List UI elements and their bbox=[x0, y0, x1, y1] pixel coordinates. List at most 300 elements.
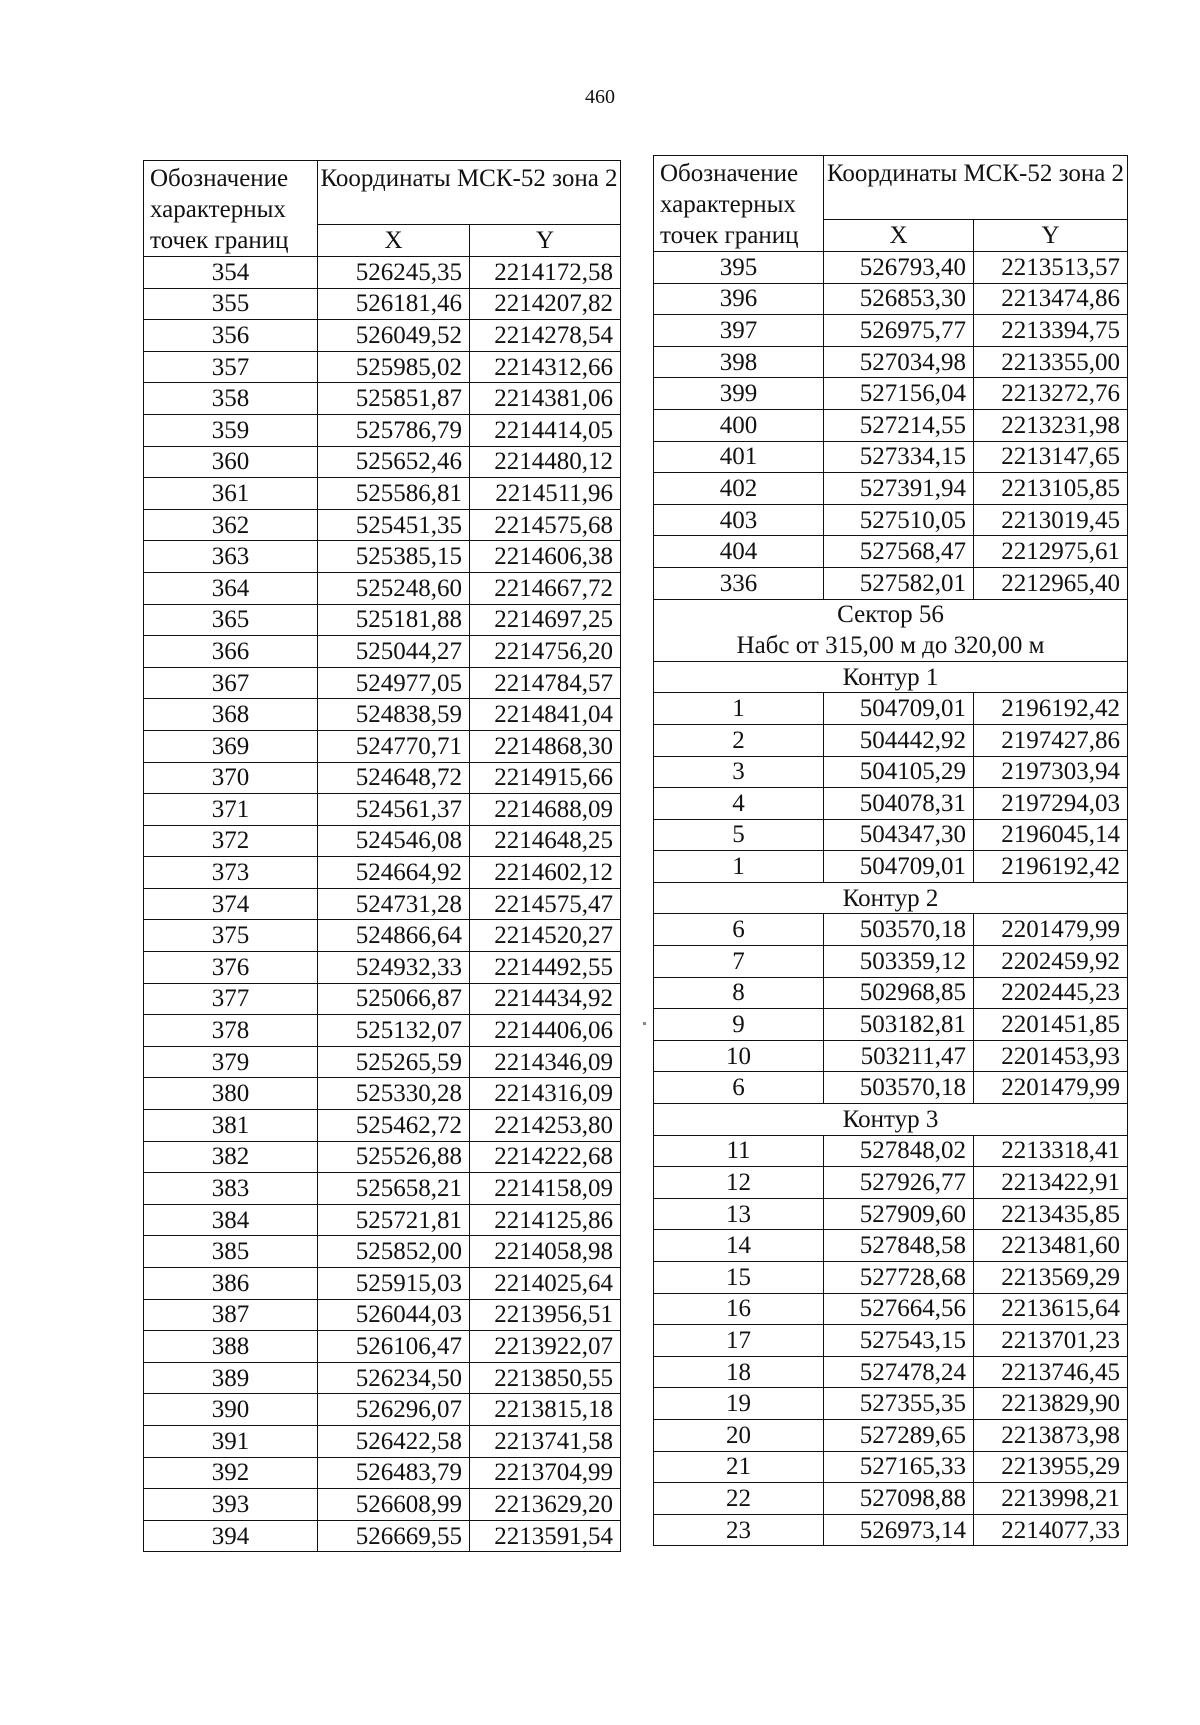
x-coordinate: 526973,14 bbox=[824, 1514, 974, 1546]
x-coordinate: 527391,94 bbox=[824, 473, 974, 505]
y-coordinate: 2213105,85 bbox=[974, 473, 1128, 505]
point-label-header: Обозначение характерных точек границ bbox=[144, 161, 318, 257]
y-coordinate: 2213998,21 bbox=[974, 1483, 1128, 1515]
y-coordinate: 2213394,75 bbox=[974, 315, 1128, 347]
x-coordinate: 525385,15 bbox=[318, 541, 470, 573]
table-row bbox=[144, 1204, 621, 1236]
point-id: 22 bbox=[654, 1483, 824, 1515]
x-coordinate: 524561,37 bbox=[318, 794, 470, 826]
x-coordinate: 526181,46 bbox=[318, 288, 470, 320]
x-coordinate: 525451,35 bbox=[318, 509, 470, 541]
coords-title-header: Координаты МСК-52 зона 2 bbox=[318, 161, 621, 225]
table-row bbox=[144, 1299, 621, 1331]
point-id: 1 bbox=[654, 693, 824, 725]
point-id: 3 bbox=[654, 756, 824, 788]
x-coordinate: 527289,65 bbox=[824, 1419, 974, 1451]
table-row bbox=[654, 946, 1128, 978]
point-id: 360 bbox=[144, 446, 318, 478]
point-id: 371 bbox=[144, 794, 318, 826]
point-id: 394 bbox=[144, 1520, 318, 1552]
x-coordinate: 525181,88 bbox=[318, 604, 470, 636]
point-id: 11 bbox=[654, 1135, 824, 1167]
point-id: 364 bbox=[144, 572, 318, 604]
table-row bbox=[144, 1236, 621, 1268]
x-coordinate: 525721,81 bbox=[318, 1204, 470, 1236]
x-coordinate: 525265,59 bbox=[318, 1046, 470, 1078]
table-row bbox=[654, 1388, 1128, 1420]
x-coordinate: 527909,60 bbox=[824, 1198, 974, 1230]
x-coordinate: 525658,21 bbox=[318, 1173, 470, 1205]
table-row bbox=[144, 857, 621, 889]
coordinates-rows-right bbox=[654, 252, 1128, 1546]
x-coordinate: 527034,98 bbox=[824, 346, 974, 378]
x-coordinate: 503570,18 bbox=[824, 1072, 974, 1104]
point-id: 402 bbox=[654, 473, 824, 505]
table-row bbox=[144, 730, 621, 762]
point-id: 372 bbox=[144, 825, 318, 857]
y-coordinate: 2214868,30 bbox=[470, 730, 621, 762]
point-id: 356 bbox=[144, 320, 318, 352]
table-row bbox=[144, 888, 621, 920]
table-row bbox=[144, 794, 621, 826]
table-row bbox=[654, 536, 1128, 568]
x-coordinate: 524546,08 bbox=[318, 825, 470, 857]
y-coordinate: 2212975,61 bbox=[974, 536, 1128, 568]
x-coordinate: 504347,30 bbox=[824, 819, 974, 851]
contour-heading-row bbox=[654, 1104, 1128, 1136]
point-id: 399 bbox=[654, 378, 824, 410]
x-coordinate: 504105,29 bbox=[824, 756, 974, 788]
x-coordinate: 504709,01 bbox=[824, 693, 974, 725]
point-id: 12 bbox=[654, 1167, 824, 1199]
y-coordinate: 2213701,23 bbox=[974, 1325, 1128, 1357]
point-id: 365 bbox=[144, 604, 318, 636]
table-row bbox=[144, 667, 621, 699]
point-id: 366 bbox=[144, 636, 318, 668]
table-row bbox=[654, 788, 1128, 820]
table-row bbox=[654, 1293, 1128, 1325]
table-row bbox=[144, 1331, 621, 1363]
x-coordinate: 526793,40 bbox=[824, 252, 974, 284]
y-coordinate: 2214841,04 bbox=[470, 699, 621, 731]
y-coordinate: 2201479,99 bbox=[974, 1072, 1128, 1104]
y-coordinate: 2214575,47 bbox=[470, 888, 621, 920]
point-id: 385 bbox=[144, 1236, 318, 1268]
y-coordinate: 2214915,66 bbox=[470, 762, 621, 794]
table-row bbox=[144, 1078, 621, 1110]
y-coordinate: 2213019,45 bbox=[974, 504, 1128, 536]
y-coordinate: 2197294,03 bbox=[974, 788, 1128, 820]
table-row bbox=[144, 1268, 621, 1300]
y-coordinate: 2196045,14 bbox=[974, 819, 1128, 851]
y-coordinate: 2214316,09 bbox=[470, 1078, 621, 1110]
x-coordinate: 525462,72 bbox=[318, 1110, 470, 1142]
y-coordinate: 2214511,96 bbox=[470, 478, 621, 510]
table-row bbox=[144, 351, 621, 383]
coordinates-table-right bbox=[653, 155, 1128, 1546]
point-id: 389 bbox=[144, 1362, 318, 1394]
y-coordinate: 2214575,68 bbox=[470, 509, 621, 541]
y-coordinate: 2202459,92 bbox=[974, 946, 1128, 978]
table-row bbox=[654, 1009, 1128, 1041]
y-coordinate: 2213873,98 bbox=[974, 1419, 1128, 1451]
table-row bbox=[654, 1135, 1128, 1167]
table-row bbox=[144, 604, 621, 636]
y-coordinate: 2197303,94 bbox=[974, 756, 1128, 788]
table-row bbox=[144, 509, 621, 541]
point-id: 390 bbox=[144, 1394, 318, 1426]
point-id: 357 bbox=[144, 351, 318, 383]
y-coordinate: 2214025,64 bbox=[470, 1268, 621, 1300]
y-coordinate: 2214058,98 bbox=[470, 1236, 621, 1268]
x-coordinate: 526044,03 bbox=[318, 1299, 470, 1331]
y-coordinate: 2213355,00 bbox=[974, 346, 1128, 378]
point-id: 17 bbox=[654, 1325, 824, 1357]
x-coordinate: 527848,02 bbox=[824, 1135, 974, 1167]
table-row bbox=[654, 567, 1128, 599]
y-coordinate: 2214784,57 bbox=[470, 667, 621, 699]
point-id: 10 bbox=[654, 1040, 824, 1072]
point-id: 363 bbox=[144, 541, 318, 573]
coords-title-header: Координаты МСК-52 зона 2 bbox=[824, 156, 1128, 220]
x-coordinate: 527098,88 bbox=[824, 1483, 974, 1515]
point-id: 5 bbox=[654, 819, 824, 851]
table-row bbox=[654, 819, 1128, 851]
point-id: 381 bbox=[144, 1110, 318, 1142]
table-row bbox=[144, 762, 621, 794]
table-row bbox=[144, 1457, 621, 1489]
point-id: 401 bbox=[654, 441, 824, 473]
y-coordinate: 2213481,60 bbox=[974, 1230, 1128, 1262]
table-row bbox=[144, 1110, 621, 1142]
x-coordinate: 504442,92 bbox=[824, 724, 974, 756]
point-id: 15 bbox=[654, 1262, 824, 1294]
x-coordinate: 525851,87 bbox=[318, 383, 470, 415]
height-range-row bbox=[654, 630, 1128, 661]
x-coordinate: 526422,58 bbox=[318, 1425, 470, 1457]
x-coordinate: 524770,71 bbox=[318, 730, 470, 762]
point-id: 361 bbox=[144, 478, 318, 510]
x-coordinate: 527848,58 bbox=[824, 1230, 974, 1262]
y-coordinate: 2196192,42 bbox=[974, 693, 1128, 725]
y-coordinate: 2213272,76 bbox=[974, 378, 1128, 410]
sector-heading: Сектор 56 bbox=[654, 599, 1128, 630]
x-coordinate: 503570,18 bbox=[824, 914, 974, 946]
table-row bbox=[654, 346, 1128, 378]
x-coordinate: 527664,56 bbox=[824, 1293, 974, 1325]
x-coordinate: 526975,77 bbox=[824, 315, 974, 347]
contour-heading-row bbox=[654, 882, 1128, 914]
table-row bbox=[144, 1520, 621, 1552]
point-id: 355 bbox=[144, 288, 318, 320]
contour-heading: Контур 3 bbox=[654, 1104, 1128, 1136]
contour-heading: Контур 2 bbox=[654, 882, 1128, 914]
table-row bbox=[654, 977, 1128, 1009]
x-coordinate: 527478,24 bbox=[824, 1356, 974, 1388]
table-row bbox=[654, 1198, 1128, 1230]
y-coordinate: 2213704,99 bbox=[470, 1457, 621, 1489]
table-row bbox=[144, 383, 621, 415]
table-row bbox=[654, 1230, 1128, 1262]
y-coordinate: 2202445,23 bbox=[974, 977, 1128, 1009]
point-id: 388 bbox=[144, 1331, 318, 1363]
point-id: 375 bbox=[144, 920, 318, 952]
y-coordinate: 2214125,86 bbox=[470, 1204, 621, 1236]
point-id: 400 bbox=[654, 409, 824, 441]
y-coordinate: 2213231,98 bbox=[974, 409, 1128, 441]
table-row bbox=[144, 414, 621, 446]
y-coordinate: 2214606,38 bbox=[470, 541, 621, 573]
point-id: 16 bbox=[654, 1293, 824, 1325]
point-id: 383 bbox=[144, 1173, 318, 1205]
x-coordinate: 527355,35 bbox=[824, 1388, 974, 1420]
table-row bbox=[144, 1046, 621, 1078]
x-coordinate: 502968,85 bbox=[824, 977, 974, 1009]
y-coordinate: 2214278,54 bbox=[470, 320, 621, 352]
x-coordinate: 525652,46 bbox=[318, 446, 470, 478]
contour-heading-row bbox=[654, 661, 1128, 693]
y-coordinate: 2213741,58 bbox=[470, 1425, 621, 1457]
y-coordinate: 2213815,18 bbox=[470, 1394, 621, 1426]
table-row bbox=[654, 1262, 1128, 1294]
table-row bbox=[144, 699, 621, 731]
point-id: 403 bbox=[654, 504, 824, 536]
table-row bbox=[654, 473, 1128, 505]
table-row bbox=[654, 1356, 1128, 1388]
point-id: 21 bbox=[654, 1451, 824, 1483]
point-id: 386 bbox=[144, 1268, 318, 1300]
table-row bbox=[654, 1514, 1128, 1546]
point-id: 20 bbox=[654, 1419, 824, 1451]
x-coordinate: 524866,64 bbox=[318, 920, 470, 952]
y-coordinate: 2214172,58 bbox=[470, 257, 621, 289]
y-coordinate: 2214520,27 bbox=[470, 920, 621, 952]
table-row bbox=[654, 283, 1128, 315]
x-coordinate: 503211,47 bbox=[824, 1040, 974, 1072]
point-id: 14 bbox=[654, 1230, 824, 1262]
x-coordinate: 525985,02 bbox=[318, 351, 470, 383]
contour-heading: Контур 1 bbox=[654, 661, 1128, 693]
x-coordinate: 526296,07 bbox=[318, 1394, 470, 1426]
x-coordinate: 525586,81 bbox=[318, 478, 470, 510]
point-id: 378 bbox=[144, 1015, 318, 1047]
x-coordinate: 526234,50 bbox=[318, 1362, 470, 1394]
point-id: 4 bbox=[654, 788, 824, 820]
sector-heading-row bbox=[654, 599, 1128, 630]
x-coordinate: 504078,31 bbox=[824, 788, 974, 820]
point-id: 354 bbox=[144, 257, 318, 289]
table-row bbox=[144, 1362, 621, 1394]
point-id: 369 bbox=[144, 730, 318, 762]
table-row bbox=[654, 409, 1128, 441]
point-id: 396 bbox=[654, 283, 824, 315]
table-row bbox=[144, 541, 621, 573]
point-label-header: Обозначение характерных точек границ bbox=[654, 156, 824, 252]
y-coordinate: 2213629,20 bbox=[470, 1489, 621, 1521]
y-coordinate: 2214077,33 bbox=[974, 1514, 1128, 1546]
point-id: 13 bbox=[654, 1198, 824, 1230]
table-row bbox=[144, 825, 621, 857]
point-id: 391 bbox=[144, 1425, 318, 1457]
table-row bbox=[654, 756, 1128, 788]
y-header: Y bbox=[974, 220, 1128, 252]
y-coordinate: 2214158,09 bbox=[470, 1173, 621, 1205]
x-coordinate: 524664,92 bbox=[318, 857, 470, 889]
point-id: 387 bbox=[144, 1299, 318, 1331]
table-row bbox=[144, 478, 621, 510]
y-coordinate: 2213435,85 bbox=[974, 1198, 1128, 1230]
table-row bbox=[654, 724, 1128, 756]
point-id: 6 bbox=[654, 1072, 824, 1104]
y-coordinate: 2214312,66 bbox=[470, 351, 621, 383]
y-coordinate: 2214688,09 bbox=[470, 794, 621, 826]
x-coordinate: 527582,01 bbox=[824, 567, 974, 599]
point-id: 398 bbox=[654, 346, 824, 378]
table-row bbox=[654, 1167, 1128, 1199]
table-row bbox=[654, 315, 1128, 347]
table-row bbox=[144, 257, 621, 289]
point-id: 7 bbox=[654, 946, 824, 978]
table-row bbox=[654, 1072, 1128, 1104]
x-coordinate: 524731,28 bbox=[318, 888, 470, 920]
table-row bbox=[654, 378, 1128, 410]
y-coordinate: 2214756,20 bbox=[470, 636, 621, 668]
x-coordinate: 524838,59 bbox=[318, 699, 470, 731]
x-coordinate: 527156,04 bbox=[824, 378, 974, 410]
x-coordinate: 527165,33 bbox=[824, 1451, 974, 1483]
y-coordinate: 2213569,29 bbox=[974, 1262, 1128, 1294]
x-coordinate: 527334,15 bbox=[824, 441, 974, 473]
y-coordinate: 2214434,92 bbox=[470, 983, 621, 1015]
y-coordinate: 2214222,68 bbox=[470, 1141, 621, 1173]
y-coordinate: 2213746,45 bbox=[974, 1356, 1128, 1388]
x-coordinate: 504709,01 bbox=[824, 851, 974, 883]
point-id: 393 bbox=[144, 1489, 318, 1521]
y-coordinate: 2213829,90 bbox=[974, 1388, 1128, 1420]
x-coordinate: 525786,79 bbox=[318, 414, 470, 446]
scan-mark bbox=[643, 1022, 646, 1025]
x-header: X bbox=[318, 225, 470, 257]
y-coordinate: 2214414,05 bbox=[470, 414, 621, 446]
y-coordinate: 2213591,54 bbox=[470, 1520, 621, 1552]
x-coordinate: 527543,15 bbox=[824, 1325, 974, 1357]
y-coordinate: 2214667,72 bbox=[470, 572, 621, 604]
y-coordinate: 2201451,85 bbox=[974, 1009, 1128, 1041]
table-row bbox=[144, 1141, 621, 1173]
point-id: 367 bbox=[144, 667, 318, 699]
point-id: 18 bbox=[654, 1356, 824, 1388]
y-coordinate: 2213850,55 bbox=[470, 1362, 621, 1394]
table-row bbox=[654, 441, 1128, 473]
x-coordinate: 526245,35 bbox=[318, 257, 470, 289]
table-row bbox=[144, 952, 621, 984]
table-row bbox=[144, 1394, 621, 1426]
point-id: 2 bbox=[654, 724, 824, 756]
x-coordinate: 525526,88 bbox=[318, 1141, 470, 1173]
table-row bbox=[144, 636, 621, 668]
y-coordinate: 2213422,91 bbox=[974, 1167, 1128, 1199]
table-row bbox=[654, 1325, 1128, 1357]
point-id: 376 bbox=[144, 952, 318, 984]
x-coordinate: 527926,77 bbox=[824, 1167, 974, 1199]
point-id: 8 bbox=[654, 977, 824, 1009]
point-id: 382 bbox=[144, 1141, 318, 1173]
point-id: 358 bbox=[144, 383, 318, 415]
point-id: 9 bbox=[654, 1009, 824, 1041]
table-row bbox=[144, 320, 621, 352]
table-row bbox=[654, 252, 1128, 284]
table-row bbox=[144, 983, 621, 1015]
coordinates-table-left bbox=[143, 160, 621, 1552]
point-id: 392 bbox=[144, 1457, 318, 1489]
coordinates-rows-left bbox=[144, 257, 621, 1552]
x-coordinate: 526049,52 bbox=[318, 320, 470, 352]
point-id: 397 bbox=[654, 315, 824, 347]
x-coordinate: 526106,47 bbox=[318, 1331, 470, 1363]
x-coordinate: 527214,55 bbox=[824, 409, 974, 441]
y-coordinate: 2201453,93 bbox=[974, 1040, 1128, 1072]
table-row bbox=[144, 920, 621, 952]
point-id: 23 bbox=[654, 1514, 824, 1546]
x-coordinate: 526483,79 bbox=[318, 1457, 470, 1489]
y-coordinate: 2213922,07 bbox=[470, 1331, 621, 1363]
table-row bbox=[654, 914, 1128, 946]
x-coordinate: 526669,55 bbox=[318, 1520, 470, 1552]
x-coordinate: 524932,33 bbox=[318, 952, 470, 984]
y-coordinate: 2196192,42 bbox=[974, 851, 1128, 883]
page-number: 460 bbox=[585, 86, 615, 108]
y-coordinate: 2214253,80 bbox=[470, 1110, 621, 1142]
point-id: 404 bbox=[654, 536, 824, 568]
x-coordinate: 525915,03 bbox=[318, 1268, 470, 1300]
x-coordinate: 526608,99 bbox=[318, 1489, 470, 1521]
y-coordinate: 2213513,57 bbox=[974, 252, 1128, 284]
point-id: 359 bbox=[144, 414, 318, 446]
y-coordinate: 2214406,06 bbox=[470, 1015, 621, 1047]
y-coordinate: 2214207,82 bbox=[470, 288, 621, 320]
table-row bbox=[654, 693, 1128, 725]
x-coordinate: 527728,68 bbox=[824, 1262, 974, 1294]
table-row bbox=[144, 572, 621, 604]
table-row bbox=[144, 1015, 621, 1047]
table-row bbox=[144, 446, 621, 478]
y-coordinate: 2197427,86 bbox=[974, 724, 1128, 756]
table-row bbox=[144, 1425, 621, 1457]
point-id: 370 bbox=[144, 762, 318, 794]
x-coordinate: 525330,28 bbox=[318, 1078, 470, 1110]
point-id: 384 bbox=[144, 1204, 318, 1236]
y-coordinate: 2214492,55 bbox=[470, 952, 621, 984]
point-id: 1 bbox=[654, 851, 824, 883]
point-id: 379 bbox=[144, 1046, 318, 1078]
y-coordinate: 2214648,25 bbox=[470, 825, 621, 857]
y-coordinate: 2213956,51 bbox=[470, 1299, 621, 1331]
table-row bbox=[654, 1040, 1128, 1072]
point-id: 6 bbox=[654, 914, 824, 946]
y-coordinate: 2213955,29 bbox=[974, 1451, 1128, 1483]
point-id: 19 bbox=[654, 1388, 824, 1420]
x-coordinate: 525044,27 bbox=[318, 636, 470, 668]
point-id: 362 bbox=[144, 509, 318, 541]
point-id: 336 bbox=[654, 567, 824, 599]
y-coordinate: 2213615,64 bbox=[974, 1293, 1128, 1325]
y-coordinate: 2214697,25 bbox=[470, 604, 621, 636]
x-header: X bbox=[824, 220, 974, 252]
y-coordinate: 2201479,99 bbox=[974, 914, 1128, 946]
table-row bbox=[654, 1419, 1128, 1451]
table-row bbox=[144, 1489, 621, 1521]
x-coordinate: 524977,05 bbox=[318, 667, 470, 699]
